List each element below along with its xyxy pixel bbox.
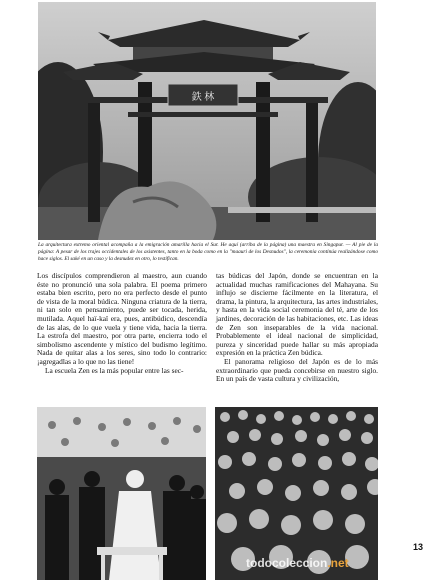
paragraph: Los discípulos comprendieron al maestro, aun cuando éste no pronunció una sola palabra. El poema primero estaba bien escrito, pero no era perfecto desde el punto de vista de la moral búdica. Ninguna criatura de la tierra, ni tan solo en pensamiento, puede ser tocada, herida, mutilada. Aquel haï-kaï era, pues, antibúdico, descendía de las alas, de lo que vuela y tiene vida, hacia la tierra. La estrofa del maestro, por otra parte, encierra todo el simbolismo ascendente y místico del budismo legítimo. Nada de quitar alas a los seres, sino todo lo contrario: ¡agregadlas a lo que no las tiene! — [37, 271, 207, 366]
paragraph: La escuela Zen es la más popular entre las sec- — [45, 365, 184, 375]
bottom-left-photo-wedding — [37, 407, 206, 580]
caption-rest: — Al pie de la página: A pesar de los trajes occidentales de los asistentes, tanto en la boda como en la "maauri de los Desnudos", la ceremonia continúa realizándose como hace siglos. El saké en un caso y la desnudez en otro, lo testifican. — [38, 242, 378, 262]
photo-caption — [38, 242, 378, 263]
top-photo-chinese-gate — [38, 2, 376, 240]
watermark-main: todocoleccion — [246, 556, 328, 570]
bottom-right-photo-crowd — [215, 407, 378, 580]
gate-sign-text: 鉄 林 — [191, 92, 215, 103]
watermark-suffix: .net — [327, 556, 349, 570]
text-column-left — [37, 272, 207, 375]
caption-lead: La arquitectura extremo oriental acompaña a la emigración amarilla hacia el Sur. He aquí (arriba de la página) una maestra en Singapur. — [38, 242, 344, 248]
text-column-right — [216, 272, 378, 384]
paragraph: El panorama religioso del Japón es de lo más extraordinario que pueda concebirse en nuestro siglo. En un país de vasta cultura y civilización, — [216, 356, 378, 384]
paragraph: tas búdicas del Japón, donde se encuentran en la actualidad muchas ramificaciones del Mahayana. Su influjo se discierne fácilmente en la literatura, el drama, la pintura, la arquitectura, las artes industriales, y hasta en la vida social ceremonia del té, arte de los jardines, decoración de las habitaciones, etc. Las ideas de Zen son inseparables de la vida nacional. Probablemente el ideal nacional de simplicidad, pureza y sinceridad puede hallar su más apropiada expresión en la práctica Zen búdica. — [216, 271, 378, 358]
page-number: 13 — [413, 542, 423, 552]
watermark — [246, 556, 349, 570]
